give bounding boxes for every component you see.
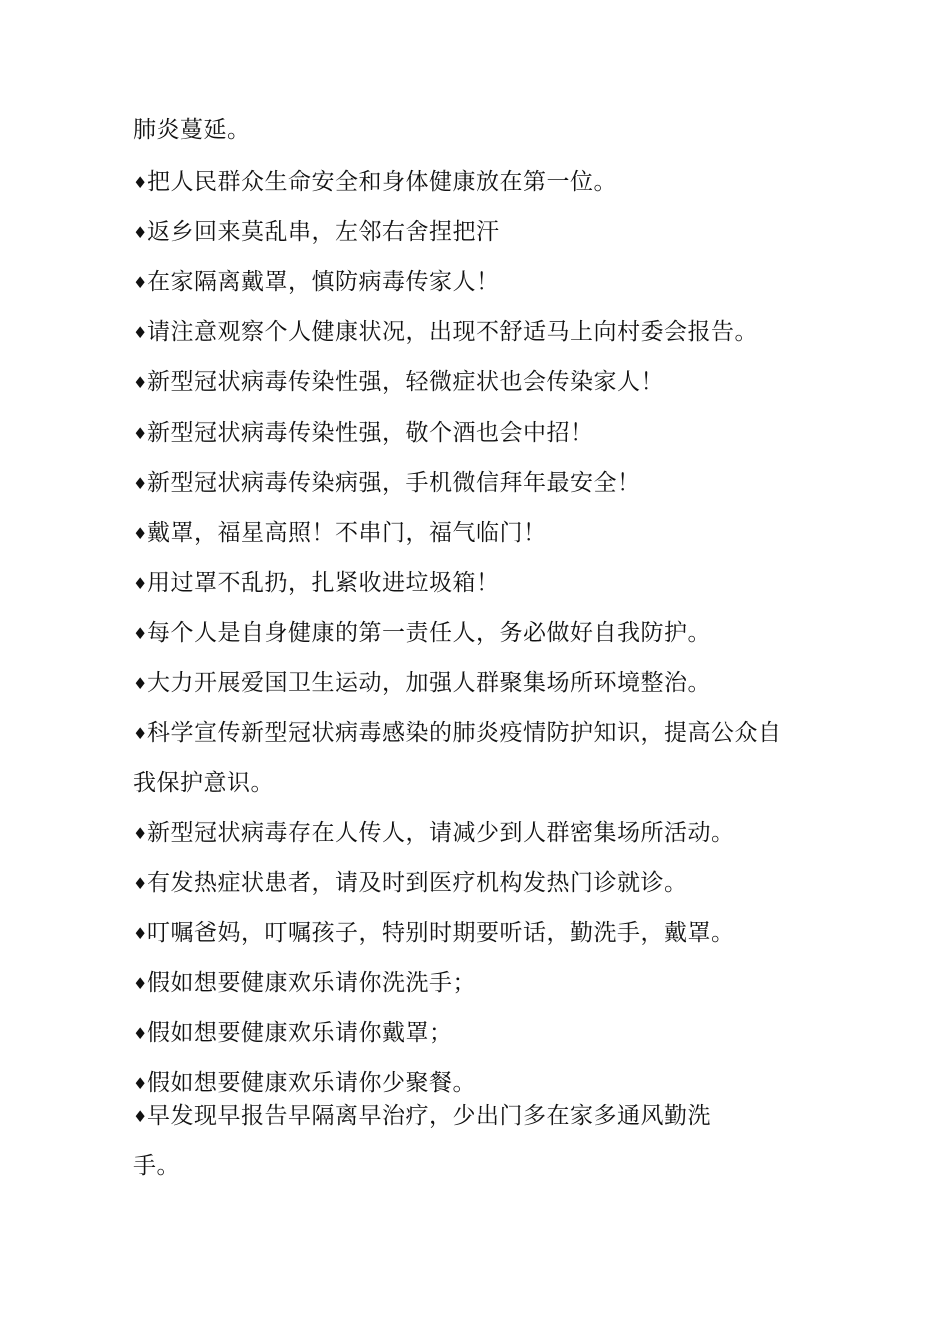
diamond-bullet-icon: ♦ <box>133 674 148 693</box>
text-line: 肺炎蔓延。 <box>133 117 251 143</box>
diamond-bullet-icon: ♦ <box>133 924 148 943</box>
diamond-bullet-icon: ♦ <box>133 1074 148 1093</box>
diamond-bullet-icon: ♦ <box>133 474 148 493</box>
list-item: ♦早发现早报告早隔离早治疗，少出门多在家多通风勤洗 <box>133 1101 711 1132</box>
diamond-bullet-icon: ♦ <box>133 624 148 643</box>
list-item: ♦戴罩，福星高照！不串门，福气临门！ <box>133 518 547 549</box>
diamond-bullet-icon: ♦ <box>133 223 148 242</box>
list-item: ♦新型冠状病毒传染性强，敬个酒也会中招！ <box>133 418 594 449</box>
list-item: ♦新型冠状病毒传染性强，轻微症状也会传染家人！ <box>133 367 664 398</box>
diamond-bullet-icon: ♦ <box>133 273 148 292</box>
diamond-bullet-icon: ♦ <box>133 524 148 543</box>
list-item: ♦叮嘱爸妈，叮嘱孩子，特别时期要听话，勤洗手，戴罩。 <box>133 918 735 949</box>
diamond-bullet-icon: ♦ <box>133 373 148 392</box>
list-item: ♦用过罩不乱扔，扎紧收进垃圾箱！ <box>133 568 500 599</box>
list-item: ♦新型冠状病毒传染病强，手机微信拜年最安全！ <box>133 468 641 499</box>
diamond-bullet-icon: ♦ <box>133 323 148 342</box>
diamond-bullet-icon: ♦ <box>133 724 148 743</box>
list-item: ♦新型冠状病毒存在人传人，请减少到人群密集场所活动。 <box>133 818 735 849</box>
list-item: ♦请注意观察个人健康状况，出现不舒适马上向村委会报告。 <box>133 317 758 348</box>
diamond-bullet-icon: ♦ <box>133 1024 148 1043</box>
list-item: ♦返乡回来莫乱串，左邻右舍捏把汗 <box>133 217 500 248</box>
diamond-bullet-icon: ♦ <box>133 874 148 893</box>
list-item: ♦有发热症状患者，请及时到医疗机构发热门诊就诊。 <box>133 868 688 899</box>
diamond-bullet-icon: ♦ <box>133 824 148 843</box>
list-item: ♦科学宣传新型冠状病毒感染的肺炎疫情防护知识，提高公众自 <box>133 718 782 749</box>
diamond-bullet-icon: ♦ <box>133 424 148 443</box>
list-item: ♦每个人是自身健康的第一责任人，务必做好自我防护。 <box>133 618 711 649</box>
diamond-bullet-icon: ♦ <box>133 574 148 593</box>
list-item: ♦假如想要健康欢乐请你洗洗手； <box>133 968 476 999</box>
diamond-bullet-icon: ♦ <box>133 974 148 993</box>
list-item: ♦在家隔离戴罩，慎防病毒传家人！ <box>133 267 500 298</box>
diamond-bullet-icon: ♦ <box>133 1107 148 1126</box>
text-line: 手。 <box>133 1153 180 1179</box>
list-item: ♦大力开展爱国卫生运动，加强人群聚集场所环境整治。 <box>133 668 711 699</box>
list-item: ♦假如想要健康欢乐请你戴罩； <box>133 1018 453 1049</box>
diamond-bullet-icon: ♦ <box>133 173 148 192</box>
list-item: ♦假如想要健康欢乐请你少聚餐。 <box>133 1068 476 1099</box>
text-line: 我保护意识。 <box>133 770 274 796</box>
list-item: ♦把人民群众生命安全和身体健康放在第一位。 <box>133 167 617 198</box>
